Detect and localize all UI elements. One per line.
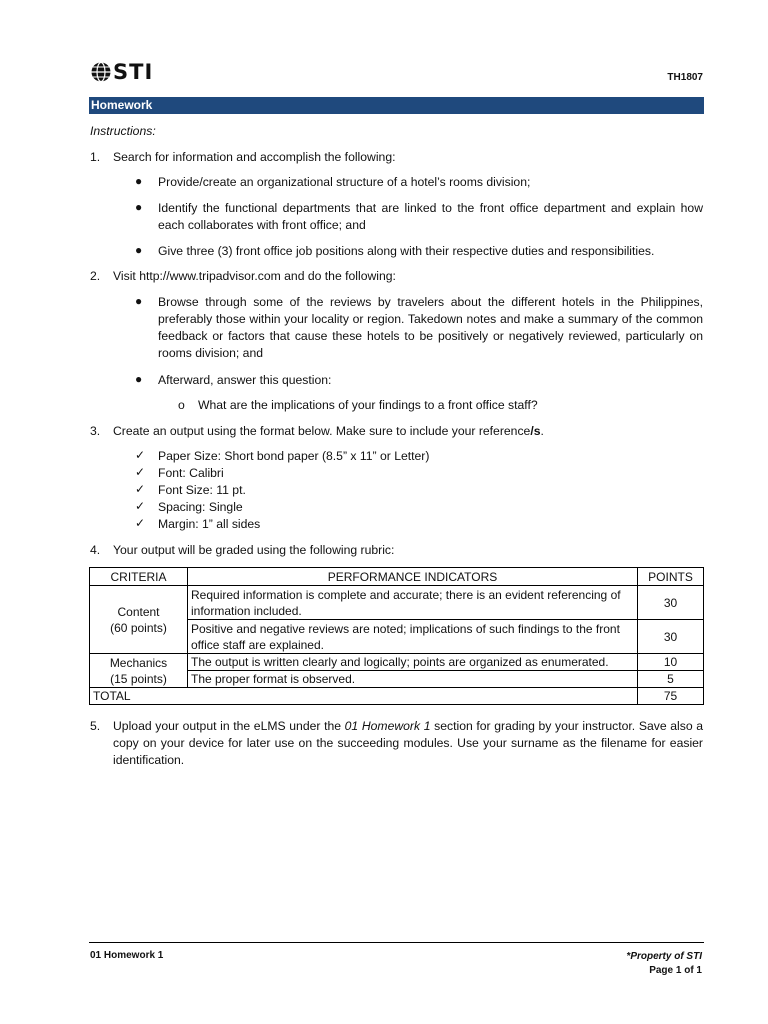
indicator-cell: Positive and negative reviews are noted; implications of such findings to the front office staff are explained. <box>188 620 638 654</box>
rubric-table <box>89 567 704 705</box>
property-text: *Property of STI <box>626 951 702 962</box>
item-number: 1. <box>90 150 101 164</box>
item-text: Your output will be graded using the following rubric: <box>113 543 395 557</box>
document-code: TH1807 <box>667 72 703 83</box>
bullet-icon: ● <box>135 372 143 386</box>
list-item: Browse through some of the reviews by travelers about the different hotels in the Philippines, preferably those within your locality or region. Takedown notes and make a summary of the common feedback or factors that cause these hotels to be positively or negatively reviewed, particularly on rooms division; and <box>158 295 703 360</box>
footer-right <box>626 950 702 978</box>
column-header: CRITERIA <box>90 568 188 586</box>
table-header-row <box>90 568 704 586</box>
list-item: Give three (3) front office job positions along with their respective duties and responsibilities. <box>158 244 655 258</box>
item-text: Search for information and accomplish the following: <box>113 150 396 164</box>
criteria-cell <box>90 654 188 688</box>
item-text <box>113 718 703 769</box>
total-row <box>90 688 704 705</box>
checklist-item: Spacing: Single <box>158 500 243 514</box>
column-header: PERFORMANCE INDICATORS <box>188 568 638 586</box>
checklist-item: Font Size: 11 pt. <box>158 483 246 497</box>
table-row <box>90 586 704 620</box>
section-banner: Homework <box>89 97 704 114</box>
criteria-cell <box>90 586 188 654</box>
bullet-icon: ● <box>135 243 143 257</box>
table-row <box>90 654 704 671</box>
item-text: Visit http://www.tripadvisor.com and do the following: <box>113 269 396 283</box>
property-notice <box>626 950 702 964</box>
total-points: 75 <box>638 688 704 705</box>
logo-text: STI <box>113 60 154 84</box>
points-cell: 10 <box>638 654 704 671</box>
globe-icon <box>90 61 112 83</box>
checklist-item: Paper Size: Short bond paper (8.5” x 11” or Letter) <box>158 449 430 463</box>
bullet-icon: ● <box>135 200 143 214</box>
instructions-label: Instructions: <box>90 124 156 138</box>
indicator-cell: Required information is complete and accurate; there is an evident referencing of information included. <box>188 586 638 620</box>
criteria-label: Content <box>117 604 160 619</box>
indicator-cell: The output is written clearly and logically; points are organized as enumerated. <box>188 654 638 671</box>
bullet-icon: ● <box>135 174 143 188</box>
checkmark-icon: ✓ <box>135 516 146 530</box>
points-cell: 5 <box>638 671 704 688</box>
list-item: Provide/create an organizational structure of a hotel’s rooms division; <box>158 175 531 189</box>
column-header: POINTS <box>638 568 704 586</box>
checklist-item: Margin: 1” all sides <box>158 517 261 531</box>
list-item: Identify the functional departments that are linked to the front office department and explain how each collaborates with front office; and <box>158 201 703 232</box>
item-text-bold: /s <box>530 424 541 438</box>
footer-divider <box>89 942 704 943</box>
bullet-icon: ● <box>135 294 143 308</box>
total-label: TOTAL <box>90 688 638 705</box>
checklist-item: Font: Calibri <box>158 466 224 480</box>
circle-bullet-icon: o <box>178 398 185 412</box>
item-number: 2. <box>90 269 101 283</box>
item-text-part: section for grading by your instructor. Save also a copy on your device for later use on the succeeding modules. Use your surname as the filename for easier identification. <box>113 719 704 767</box>
criteria-label: Mechanics <box>109 655 168 670</box>
checkmark-icon: ✓ <box>135 448 146 462</box>
item-text <box>113 423 544 440</box>
item-text-part: Create an output using the format below. Make sure to include your reference <box>113 424 531 438</box>
item-number: 3. <box>90 424 101 438</box>
item-text-part: . <box>540 424 544 438</box>
sti-logo <box>90 60 153 84</box>
points-cell: 30 <box>638 586 704 620</box>
criteria-points: (15 points) <box>110 671 167 686</box>
indicator-cell: The proper format is observed. <box>188 671 638 688</box>
item-text-italic: 01 Homework 1 <box>344 719 431 733</box>
points-cell: 30 <box>638 620 704 654</box>
item-number: 5. <box>90 719 101 733</box>
checkmark-icon: ✓ <box>135 465 146 479</box>
criteria-points: (60 points) <box>110 620 167 635</box>
checkmark-icon: ✓ <box>135 499 146 513</box>
page-number: Page 1 of 1 <box>649 965 702 976</box>
item-number: 4. <box>90 543 101 557</box>
item-text-part: Upload your output in the eLMS under the <box>113 719 345 733</box>
list-item: Afterward, answer this question: <box>158 373 332 387</box>
footer-title: 01 Homework 1 <box>90 950 164 961</box>
sub-list-item: What are the implications of your findings to a front office staff? <box>198 398 538 412</box>
checkmark-icon: ✓ <box>135 482 146 496</box>
